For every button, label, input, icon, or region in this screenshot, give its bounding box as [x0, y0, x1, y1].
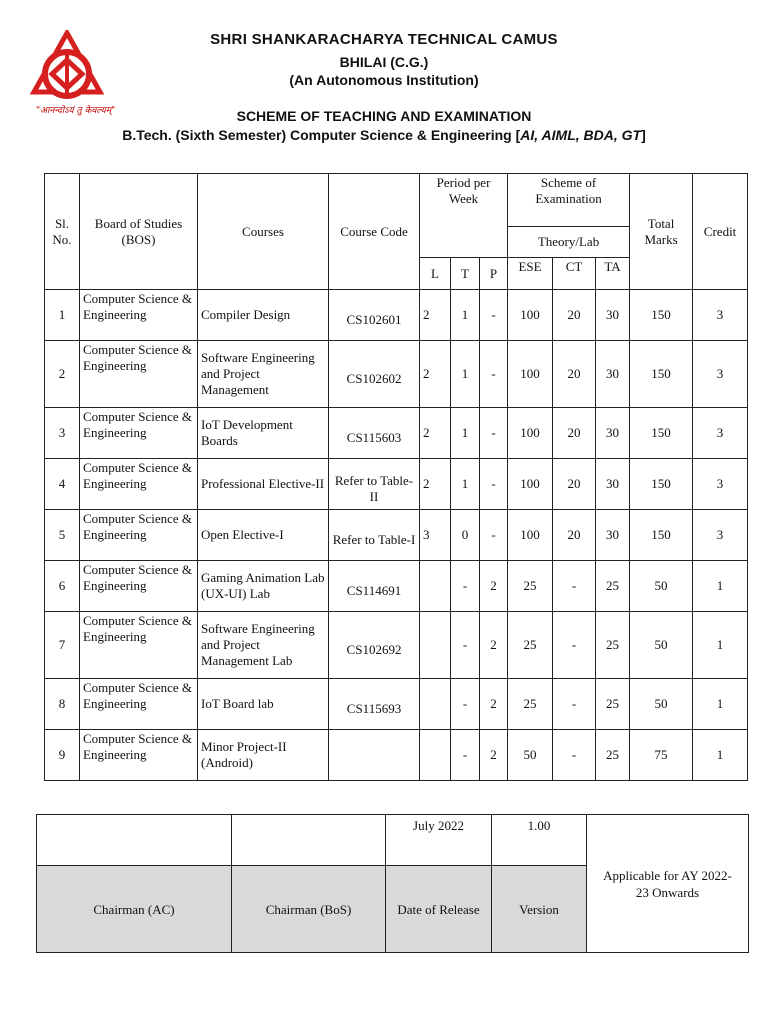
- cell-L: 2: [420, 290, 451, 341]
- cell-code: CS102602: [329, 341, 420, 408]
- chairman-bos-sign-cell: [232, 815, 386, 866]
- cell-course: IoT Board lab: [198, 679, 329, 730]
- cell-total: 50: [630, 561, 693, 612]
- header-course-code: Course Code: [329, 174, 420, 290]
- cell-total: 150: [630, 510, 693, 561]
- cell-ese: 100: [508, 408, 553, 459]
- table-row: [45, 612, 748, 679]
- cell-course: Open Elective-I: [198, 510, 329, 561]
- table-row: [45, 730, 748, 781]
- cell-sl: 2: [45, 341, 80, 408]
- cell-ese: 100: [508, 341, 553, 408]
- cell-course: Minor Project-II (Android): [198, 730, 329, 781]
- cell-code: CS102601: [329, 290, 420, 341]
- cell-T: 1: [451, 408, 480, 459]
- cell-ta: 25: [596, 561, 630, 612]
- cell-bos: Computer Science & Engineering: [80, 679, 198, 730]
- header-courses: Courses: [198, 174, 329, 290]
- cell-code: CS114691: [329, 561, 420, 612]
- cell-P: 2: [480, 612, 508, 679]
- institution-status: (An Autonomous Institution): [289, 72, 479, 88]
- cell-ese: 25: [508, 561, 553, 612]
- cell-P: -: [480, 459, 508, 510]
- cell-L: 2: [420, 459, 451, 510]
- release-table: [36, 814, 749, 953]
- cell-L: [420, 612, 451, 679]
- cell-bos: Computer Science & Engineering: [80, 341, 198, 408]
- logo-motto: "आनन्दोऽयं तु केवल्यम्": [36, 106, 116, 116]
- chairman-bos-label: Chairman (BoS): [232, 866, 386, 953]
- cell-ct: -: [553, 679, 596, 730]
- cell-course: Professional Elective-II: [198, 459, 329, 510]
- cell-ct: -: [553, 561, 596, 612]
- header-bos: Board of Studies (BOS): [80, 174, 198, 290]
- cell-T: 1: [451, 341, 480, 408]
- header-theory-lab: Theory/Lab: [508, 227, 630, 258]
- cell-code: CS102692: [329, 612, 420, 679]
- program-prefix: B.Tech. (Sixth Semester) Computer Science & Engineering [: [122, 127, 521, 143]
- cell-ct: 20: [553, 341, 596, 408]
- cell-code: CS115693: [329, 679, 420, 730]
- table-row: [45, 341, 748, 408]
- cell-L: [420, 561, 451, 612]
- cell-T: -: [451, 730, 480, 781]
- cell-credit: 1: [693, 730, 748, 781]
- cell-course: Software Engineering and Project Management: [198, 341, 329, 408]
- cell-total: 75: [630, 730, 693, 781]
- cell-L: 2: [420, 341, 451, 408]
- cell-ta: 25: [596, 679, 630, 730]
- institution-name: SHRI SHANKARACHARYA TECHNICAL CAMUS: [210, 31, 558, 48]
- cell-ta: 30: [596, 341, 630, 408]
- table-row: [45, 679, 748, 730]
- table-row: [45, 459, 748, 510]
- cell-P: 2: [480, 561, 508, 612]
- cell-credit: 1: [693, 561, 748, 612]
- cell-ese: 100: [508, 290, 553, 341]
- cell-sl: 5: [45, 510, 80, 561]
- version-value: 1.00: [492, 815, 587, 866]
- cell-sl: 7: [45, 612, 80, 679]
- cell-L: 2: [420, 408, 451, 459]
- header-credit: Credit: [693, 174, 748, 290]
- cell-total: 150: [630, 290, 693, 341]
- cell-T: -: [451, 561, 480, 612]
- cell-ct: -: [553, 612, 596, 679]
- header-scheme: Scheme of Examination: [508, 174, 630, 227]
- cell-total: 150: [630, 341, 693, 408]
- cell-bos: Computer Science & Engineering: [80, 408, 198, 459]
- cell-credit: 3: [693, 408, 748, 459]
- cell-code: Refer to Table-I: [329, 510, 420, 561]
- program-title: [0, 127, 768, 143]
- cell-bos: Computer Science & Engineering: [80, 459, 198, 510]
- cell-bos: Computer Science & Engineering: [80, 510, 198, 561]
- cell-T: -: [451, 679, 480, 730]
- cell-P: -: [480, 408, 508, 459]
- date-value: July 2022: [386, 815, 492, 866]
- cell-ct: -: [553, 730, 596, 781]
- cell-ta: 25: [596, 730, 630, 781]
- cell-ese: 100: [508, 510, 553, 561]
- cell-total: 150: [630, 459, 693, 510]
- chairman-ac-label: Chairman (AC): [37, 866, 232, 953]
- cell-ta: 30: [596, 290, 630, 341]
- cell-P: 2: [480, 679, 508, 730]
- cell-ta: 25: [596, 612, 630, 679]
- cell-sl: 9: [45, 730, 80, 781]
- header-P: P: [480, 258, 508, 290]
- cell-credit: 3: [693, 290, 748, 341]
- cell-L: 3: [420, 510, 451, 561]
- cell-code: [329, 730, 420, 781]
- chairman-ac-sign-cell: [37, 815, 232, 866]
- cell-ta: 30: [596, 408, 630, 459]
- header-L: L: [420, 258, 451, 290]
- cell-ese: 100: [508, 459, 553, 510]
- cell-T: -: [451, 612, 480, 679]
- cell-P: -: [480, 290, 508, 341]
- header-sl: Sl. No.: [45, 174, 80, 290]
- cell-total: 50: [630, 679, 693, 730]
- cell-P: 2: [480, 730, 508, 781]
- applicable-note: Applicable for AY 2022-23 Onwards: [587, 815, 749, 953]
- cell-ct: 20: [553, 290, 596, 341]
- cell-ese: 25: [508, 612, 553, 679]
- cell-T: 1: [451, 459, 480, 510]
- cell-sl: 6: [45, 561, 80, 612]
- cell-ct: 20: [553, 459, 596, 510]
- cell-sl: 4: [45, 459, 80, 510]
- cell-credit: 1: [693, 679, 748, 730]
- institution-city: BHILAI (C.G.): [339, 54, 429, 70]
- cell-sl: 8: [45, 679, 80, 730]
- cell-total: 150: [630, 408, 693, 459]
- date-label: Date of Release: [386, 866, 492, 953]
- cell-P: -: [480, 510, 508, 561]
- cell-bos: Computer Science & Engineering: [80, 730, 198, 781]
- program-tracks: AI, AIML, BDA, GT: [520, 127, 642, 143]
- cell-T: 1: [451, 290, 480, 341]
- cell-ese: 50: [508, 730, 553, 781]
- cell-ta: 30: [596, 459, 630, 510]
- cell-sl: 1: [45, 290, 80, 341]
- cell-credit: 3: [693, 341, 748, 408]
- table-row: [45, 408, 748, 459]
- table-row: [45, 510, 748, 561]
- cell-course: Compiler Design: [198, 290, 329, 341]
- version-label: Version: [492, 866, 587, 953]
- header-ta: TA: [596, 258, 630, 290]
- scheme-title: SCHEME OF TEACHING AND EXAMINATION: [236, 108, 532, 124]
- cell-P: -: [480, 341, 508, 408]
- cell-L: [420, 730, 451, 781]
- header-total-marks: Total Marks: [630, 174, 693, 290]
- cell-code: CS115603: [329, 408, 420, 459]
- header-ct: CT: [553, 258, 596, 290]
- table-row: [45, 290, 748, 341]
- header-period: Period per Week: [420, 174, 508, 258]
- program-suffix: ]: [641, 127, 646, 143]
- cell-bos: Computer Science & Engineering: [80, 290, 198, 341]
- cell-credit: 3: [693, 510, 748, 561]
- cell-course: Software Engineering and Project Management Lab: [198, 612, 329, 679]
- cell-total: 50: [630, 612, 693, 679]
- table-row: [45, 561, 748, 612]
- cell-bos: Computer Science & Engineering: [80, 561, 198, 612]
- cell-T: 0: [451, 510, 480, 561]
- cell-credit: 3: [693, 459, 748, 510]
- header-T: T: [451, 258, 480, 290]
- header-ese: ESE: [508, 258, 553, 290]
- cell-sl: 3: [45, 408, 80, 459]
- cell-course: IoT Development Boards: [198, 408, 329, 459]
- cell-ct: 20: [553, 408, 596, 459]
- scheme-table: [44, 173, 748, 781]
- cell-credit: 1: [693, 612, 748, 679]
- cell-bos: Computer Science & Engineering: [80, 612, 198, 679]
- cell-course: Gaming Animation Lab (UX-UI) Lab: [198, 561, 329, 612]
- cell-ese: 25: [508, 679, 553, 730]
- cell-ta: 30: [596, 510, 630, 561]
- cell-ct: 20: [553, 510, 596, 561]
- cell-L: [420, 679, 451, 730]
- cell-code: Refer to Table-II: [329, 459, 420, 510]
